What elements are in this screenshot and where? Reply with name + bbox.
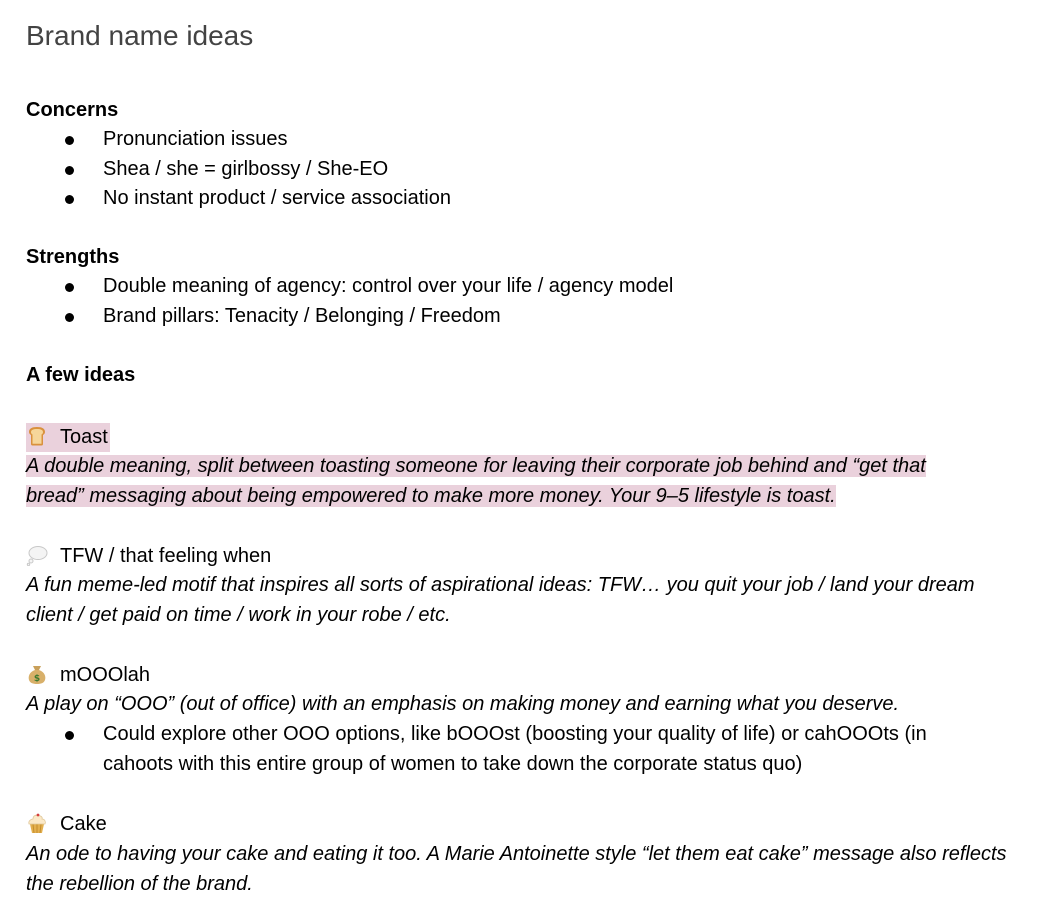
bullet-icon [65, 136, 74, 145]
idea-title-mooolah [26, 661, 150, 690]
idea-name: TFW / that feeling when [60, 545, 272, 567]
concerns-heading: Concerns [26, 99, 119, 121]
money-bag-icon [26, 663, 48, 685]
idea-title-cake [26, 810, 107, 839]
idea-title-highlight [26, 423, 110, 452]
list-item-text: Brand pillars: Tenacity / Belonging / Freedom [103, 304, 501, 327]
list-item [26, 272, 983, 302]
idea-title-toast [26, 423, 110, 452]
svg-text:$: $ [33, 674, 41, 684]
page-title: Brand name ideas [26, 20, 254, 51]
idea-description-line: A double meaning, split between toasting someone for leaving their corporate job behind and “get that [26, 455, 926, 477]
bullet-icon [65, 166, 74, 175]
list-item [26, 125, 983, 155]
list-item-text: Double meaning of agency: control over your life / agency model [103, 275, 674, 297]
cupcake-icon [26, 812, 48, 834]
strengths-list [26, 272, 983, 331]
ideas-heading: A few ideas [26, 364, 136, 386]
mooolah-options-list [26, 720, 968, 779]
idea-description-tfw: A fun meme-led motif that inspires all sorts of aspirational ideas: TFW… you quit your job / land your dream client / get paid on time / work in your robe / etc. [26, 574, 975, 626]
list-item [26, 720, 968, 779]
bullet-icon [65, 195, 74, 204]
idea-name: Cake [60, 813, 107, 835]
thought-bubble-icon [26, 544, 48, 566]
list-item [26, 302, 983, 332]
strengths-heading: Strengths [26, 246, 120, 268]
idea-description-mooolah: A play on “OOO” (out of office) with an emphasis on making money and earning what you deserve. [26, 693, 900, 715]
list-item [26, 155, 983, 185]
bullet-icon [65, 283, 74, 292]
list-item-text: Shea / she = girlbossy / She-EO [103, 157, 389, 180]
idea-name: mOOOlah [60, 664, 151, 686]
concerns-list [26, 125, 983, 214]
list-item-text: No instant product / service association [103, 187, 451, 209]
idea-description-cake: An ode to having your cake and eating it too. A Marie Antoinette style “let them eat cake” message also reflects the rebellion of the brand. [26, 843, 1007, 895]
bullet-icon [65, 731, 74, 740]
idea-name: Toast [60, 426, 108, 448]
bullet-icon [65, 313, 74, 322]
idea-description-line: bread” messaging about being empowered to make more money. Your 9–5 lifestyle is toast. [26, 484, 836, 507]
idea-title-tfw [26, 542, 271, 571]
list-item [26, 184, 983, 214]
list-item-text: Pronunciation issues [103, 128, 288, 150]
bread-icon [26, 425, 48, 447]
idea-description-toast [26, 452, 1026, 511]
list-item-text: Could explore other OOO options, like bOOOst (boosting your quality of life) or cahOOOts (in cahoots with this entire group of women to take down the corporate status quo) [103, 723, 927, 775]
